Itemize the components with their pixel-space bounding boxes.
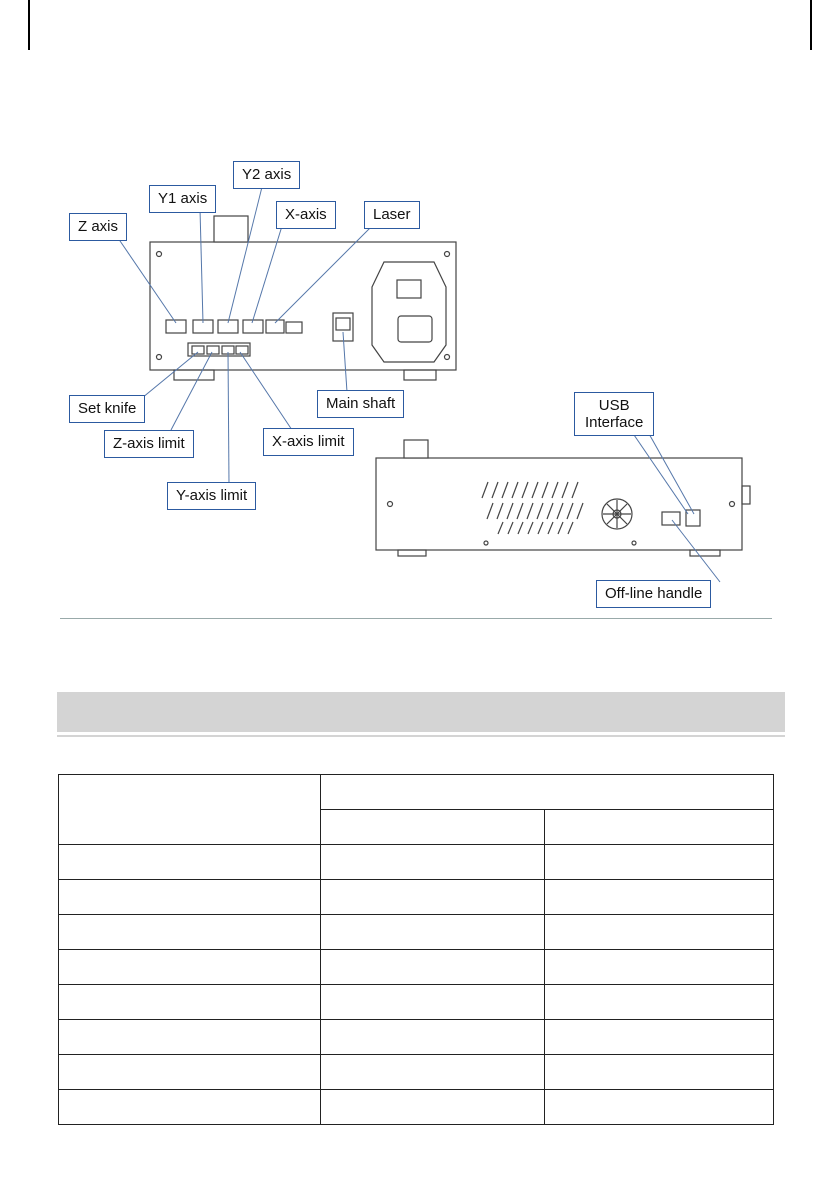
section-underline <box>57 735 785 737</box>
label-usb-line2: Interface <box>585 414 644 431</box>
table-cell <box>59 880 321 915</box>
side-panel <box>376 440 750 556</box>
connector-x-limit <box>236 346 248 354</box>
side-panel-body <box>376 458 742 550</box>
table-cell <box>545 1090 774 1125</box>
table-cell <box>545 915 774 950</box>
table-cell <box>545 880 774 915</box>
table-cell <box>59 845 321 880</box>
label-x-axis: X-axis <box>276 201 336 229</box>
screw <box>445 252 450 257</box>
table-cell <box>321 950 545 985</box>
table-cell <box>545 985 774 1020</box>
table-cell <box>59 775 321 845</box>
screw <box>445 355 450 360</box>
table-row <box>59 950 774 985</box>
main-shaft-switch-rocker <box>336 318 350 330</box>
label-x-axis-limit: X-axis limit <box>263 428 354 456</box>
label-usb-interface <box>574 392 654 436</box>
table-cell <box>321 775 774 810</box>
side-knob <box>742 486 750 504</box>
table-cell <box>321 985 545 1020</box>
offline-handle-port <box>662 512 680 525</box>
label-main-shaft: Main shaft <box>317 390 404 418</box>
side-top-bracket <box>404 440 428 458</box>
side-foot-right <box>690 550 720 556</box>
table-row <box>59 845 774 880</box>
table-cell <box>59 1055 321 1090</box>
front-foot-right <box>404 370 436 380</box>
front-top-bracket <box>214 216 248 242</box>
label-z-axis: Z axis <box>69 213 127 241</box>
power-fuse <box>397 280 421 298</box>
table-cell <box>321 810 545 845</box>
figure-divider <box>60 618 772 619</box>
table-cell <box>321 845 545 880</box>
side-leader-lines <box>632 432 720 582</box>
table-row <box>59 985 774 1020</box>
front-foot-left <box>174 370 214 380</box>
power-socket <box>398 316 432 342</box>
connector-z-limit <box>207 346 219 354</box>
label-laser: Laser <box>364 201 420 229</box>
table-row <box>59 1020 774 1055</box>
table-row <box>59 1055 774 1090</box>
connector-set-knife <box>192 346 204 354</box>
front-panel <box>150 216 456 380</box>
label-y2-axis: Y2 axis <box>233 161 300 189</box>
label-set-knife: Set knife <box>69 395 145 423</box>
spec-table <box>58 774 774 1125</box>
table-row <box>59 915 774 950</box>
table-cell <box>59 915 321 950</box>
label-offline-handle: Off-line handle <box>596 580 711 608</box>
table-cell <box>545 950 774 985</box>
connector-extra <box>286 322 302 333</box>
table-cell <box>59 985 321 1020</box>
connector-z <box>166 320 186 333</box>
screw <box>157 355 162 360</box>
label-y-axis-limit: Y-axis limit <box>167 482 256 510</box>
power-inlet-housing <box>372 262 446 362</box>
table-cell <box>545 1020 774 1055</box>
table-cell <box>321 880 545 915</box>
side-vents <box>482 482 583 534</box>
table-cell <box>545 845 774 880</box>
label-y1-axis: Y1 axis <box>149 185 216 213</box>
connector-x <box>243 320 263 333</box>
table-cell <box>321 1055 545 1090</box>
side-foot-left <box>398 550 426 556</box>
table-row <box>59 880 774 915</box>
label-usb-line1: USB <box>598 397 630 414</box>
front-panel-body <box>150 242 456 370</box>
table-cell <box>321 915 545 950</box>
table-cell <box>321 1020 545 1055</box>
table-row <box>59 1090 774 1125</box>
table-header-row <box>59 775 774 810</box>
connector-laser <box>266 320 284 333</box>
table-cell <box>545 810 774 845</box>
table-cell <box>59 1020 321 1055</box>
screw <box>157 252 162 257</box>
section-header-bar <box>57 692 785 732</box>
table-cell <box>59 1090 321 1125</box>
label-z-axis-limit: Z-axis limit <box>104 430 194 458</box>
table-cell <box>321 1090 545 1125</box>
table-cell <box>545 1055 774 1090</box>
table-cell <box>59 950 321 985</box>
